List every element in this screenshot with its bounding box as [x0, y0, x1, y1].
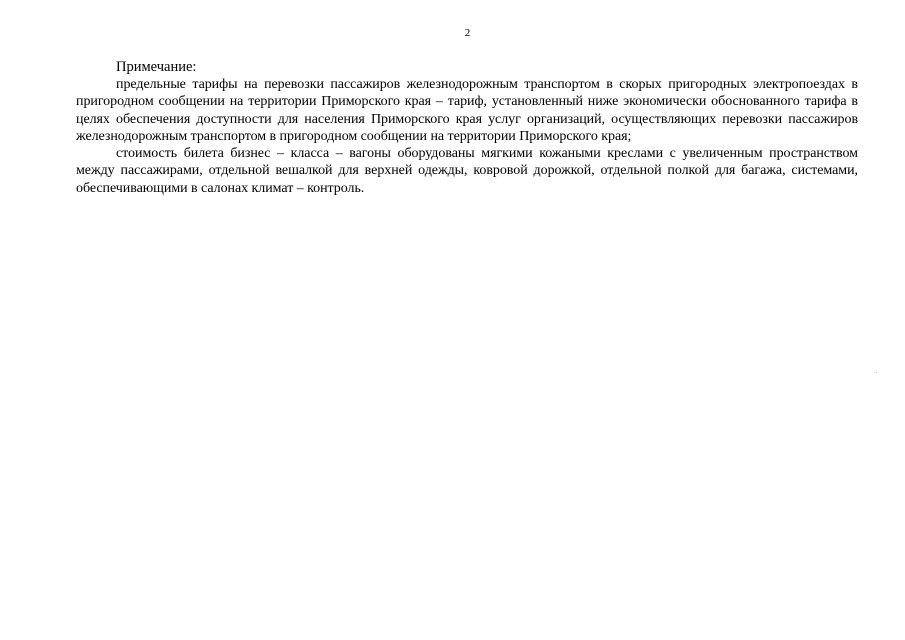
note-paragraph-tariffs: предельные тарифы на перевозки пассажиров железнодорожным транспортом в скорых пригородных электропоездах в пригородном сообщении на территории Приморского края – тариф, установленный ниже экономически обоснованного тарифа в целях обеспечения доступности для населения Приморского края услуг организаций, осуществляющих перевозки пассажиров железнодорожным транспортом в пригородном сообщении на территории Приморского края; — [76, 77, 858, 144]
page-number: 2 — [464, 27, 471, 39]
note-section — [76, 58, 858, 197]
note-heading: Примечание: — [116, 59, 197, 75]
note-paragraph-business-class: стоимость билета бизнес – класса – вагоны оборудованы мягкими кожаными креслами с увеличенным пространством между пассажирами, отдельной вешалкой для верхней одежды, ковровой дорожкой, отдельной полкой для багажа, системами, обеспечивающими в салонах климат – контроль. — [76, 146, 858, 196]
scan-speck — [876, 372, 877, 373]
